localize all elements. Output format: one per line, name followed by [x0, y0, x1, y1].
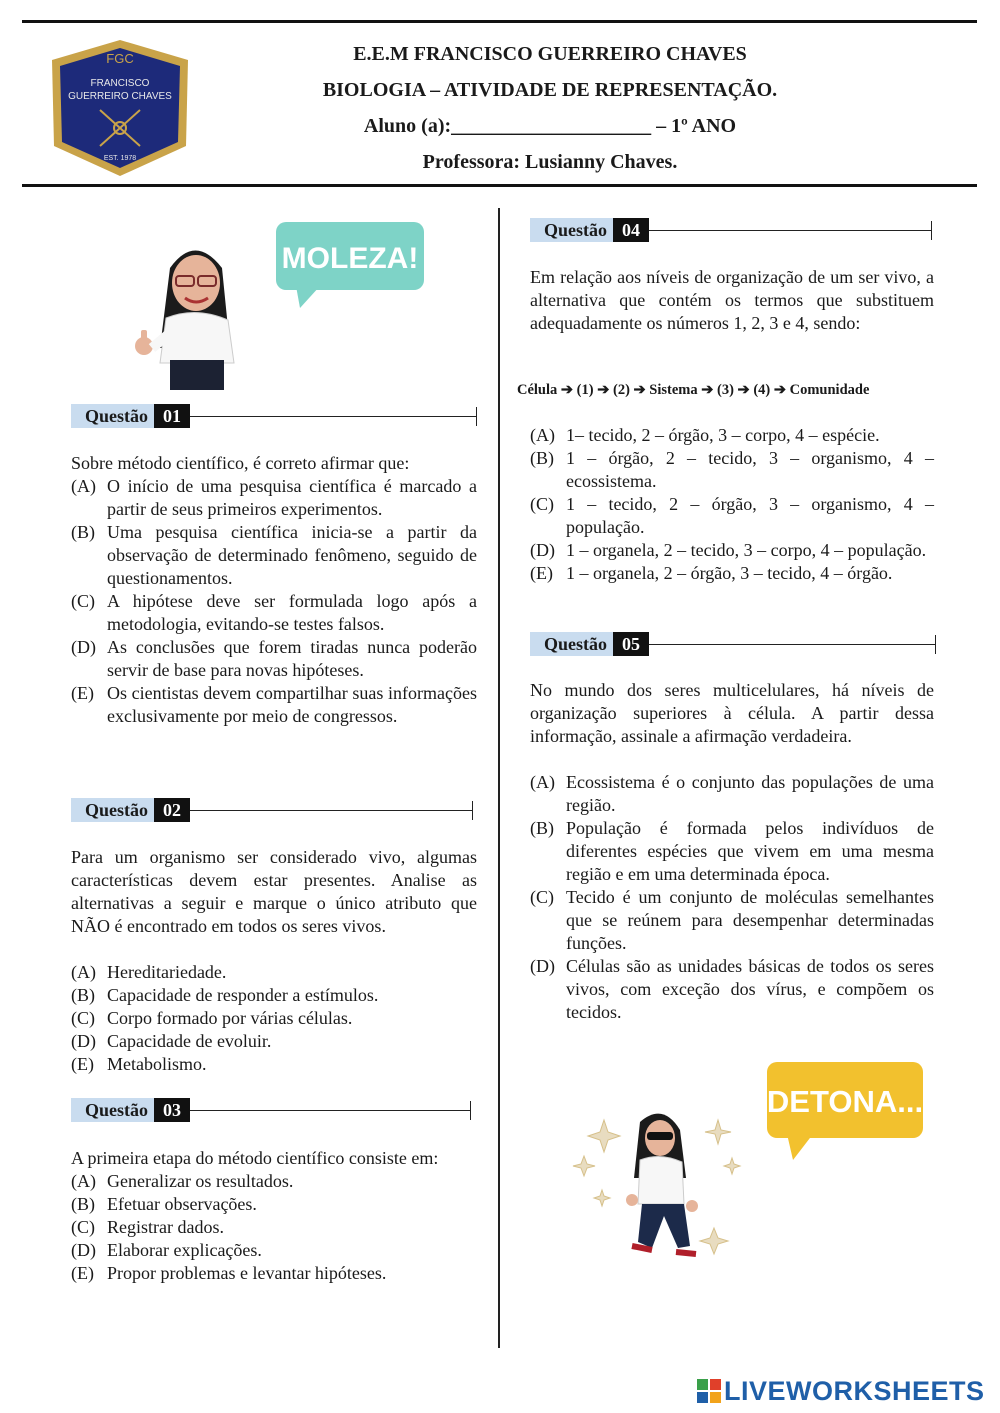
option-key: (D) — [71, 1240, 96, 1260]
option-text: Elaborar explicações. — [107, 1240, 262, 1260]
option-d[interactable] — [530, 955, 934, 1024]
option-e[interactable] — [71, 1262, 486, 1285]
option-key: (C) — [71, 1008, 95, 1028]
option-key: (A) — [71, 1171, 96, 1191]
question-04-options — [530, 424, 934, 585]
question-rule — [190, 416, 477, 417]
option-text: Uma pesquisa científica inicia-se a partir da observação de determinado fenômeno, seguido de questionamentos. — [107, 522, 477, 588]
option-d[interactable] — [71, 1030, 477, 1053]
option-text: O início de uma pesquisa científica é marcado a partir de seus primeiros experimentos. — [107, 476, 477, 519]
question-rule — [190, 1110, 471, 1111]
detona-speech-bubble — [765, 1060, 925, 1164]
subject-title: BIOLOGIA – ATIVIDADE DE REPRESENTAÇÃO. — [322, 79, 778, 101]
option-key: (A) — [71, 962, 96, 982]
option-text: 1– tecido, 2 – órgão, 3 – corpo, 4 – espécie. — [566, 425, 880, 445]
question-02-prompt: Para um organismo ser considerado vivo, algumas características devem estar presentes. Analise as alternativas a seguir e marque o único atributo que NÃO é encontrado em todos os seres vivos. — [71, 847, 477, 936]
option-key: (D) — [71, 637, 96, 657]
option-b[interactable] — [71, 521, 477, 590]
option-a[interactable] — [71, 475, 477, 521]
column-divider — [498, 208, 500, 1348]
option-a[interactable] — [71, 961, 477, 984]
option-a[interactable] — [530, 771, 934, 817]
liveworksheets-logo-icon — [697, 1379, 721, 1403]
question-number: 05 — [613, 632, 649, 656]
option-b[interactable] — [71, 1193, 486, 1216]
option-key: (A) — [530, 425, 555, 445]
option-c[interactable] — [530, 493, 934, 539]
question-rule — [190, 810, 473, 811]
school-name: E.E.M FRANCISCO GUERREIRO CHAVES — [353, 43, 747, 65]
option-text: Metabolismo. — [107, 1054, 207, 1074]
option-text: Os cientistas devem compartilhar suas informações exclusivamente por meio de congressos. — [107, 683, 477, 726]
option-key: (B) — [530, 818, 554, 838]
school-crest-icon — [48, 38, 192, 178]
option-text: A hipótese deve ser formulada logo após a metodologia, evitando-se testes falsos. — [107, 591, 477, 634]
option-key: (C) — [71, 1217, 95, 1237]
option-text: 1 – organela, 2 – órgão, 3 – tecido, 4 – órgão. — [566, 563, 893, 583]
option-key: (B) — [530, 448, 554, 468]
question-number: 03 — [154, 1098, 190, 1122]
crest-name-line1: FRANCISCO — [90, 78, 150, 89]
question-04-prompt: Em relação aos níveis de organização de um ser vivo, a alternativa que contém os termos que substituem adequadamente os números 1, 2, 3 e 4, sendo: — [530, 267, 934, 333]
option-text: 1 – tecido, 2 – órgão, 3 – organismo, 4 – população. — [566, 494, 934, 537]
option-key: (C) — [530, 494, 554, 514]
question-03-prompt: A primeira etapa do método científico consiste em: — [71, 1148, 439, 1168]
option-key: (D) — [530, 956, 555, 976]
option-c[interactable] — [71, 590, 477, 636]
organization-sequence: Célula ➔ (1) ➔ (2) ➔ Sistema ➔ (3) ➔ (4) ➔ Comunidade — [517, 382, 870, 398]
question-05-prompt: No mundo dos seres multicelulares, há níveis de organização superiores à célula. A partir dessa informação, assinale a afirmação verdadeira. — [530, 680, 934, 746]
option-text: Tecido é um conjunto de moléculas semelhantes que se reúnem para desempenhar determinadas funções. — [566, 887, 934, 953]
question-number: 02 — [154, 798, 190, 822]
header-bottom-rule — [22, 184, 977, 187]
option-b[interactable] — [530, 447, 934, 493]
question-label: Questão — [71, 1098, 154, 1122]
question-02-header — [71, 798, 473, 822]
crest-abbr: FGC — [106, 51, 134, 66]
question-01-options — [71, 475, 477, 728]
question-number: 01 — [154, 404, 190, 428]
option-c[interactable] — [530, 886, 934, 955]
option-text: 1 – órgão, 2 – tecido, 3 – organismo, 4 – ecossistema. — [566, 448, 934, 491]
option-text: Generalizar os resultados. — [107, 1171, 294, 1191]
question-rule — [649, 230, 932, 231]
student-name-line: Aluno (a):____________________ – 1º ANO — [363, 115, 737, 137]
option-text: Ecossistema é o conjunto das populações de uma região. — [566, 772, 934, 815]
option-a[interactable] — [530, 424, 934, 447]
question-01-header — [71, 404, 477, 428]
option-key: (C) — [530, 887, 554, 907]
question-label: Questão — [71, 404, 154, 428]
detona-text: DETONA... — [766, 1084, 924, 1119]
question-number: 04 — [613, 218, 649, 242]
option-text: População é formada pelos indivíduos de diferentes espécies que vivem em uma mesma região e em uma determinada época. — [566, 818, 934, 884]
crest-name-line2: GUERREIRO CHAVES — [68, 91, 172, 102]
option-text: Registrar dados. — [107, 1217, 224, 1237]
teacher-name: Professora: Lusianny Chaves. — [422, 151, 678, 173]
question-05-header — [530, 632, 936, 656]
option-key: (E) — [71, 1054, 94, 1074]
option-key: (E) — [530, 563, 553, 583]
option-d[interactable] — [71, 636, 477, 682]
header-top-rule — [22, 20, 977, 23]
option-text: As conclusões que forem tiradas nunca poderão servir de base para novas hipóteses. — [107, 637, 477, 680]
option-b[interactable] — [530, 817, 934, 886]
crest-est: EST. 1978 — [103, 155, 137, 162]
option-key: (A) — [71, 476, 96, 496]
option-d[interactable] — [71, 1239, 486, 1262]
question-05-options — [530, 771, 934, 1024]
option-text: Hereditariedade. — [107, 962, 227, 982]
question-label: Questão — [71, 798, 154, 822]
option-key: (E) — [71, 683, 94, 703]
option-key: (B) — [71, 985, 95, 1005]
question-04-header — [530, 218, 932, 242]
option-key: (B) — [71, 522, 95, 542]
option-text: Capacidade de responder a estímulos. — [107, 985, 379, 1005]
option-c[interactable] — [71, 1216, 486, 1239]
option-text: Células são as unidades básicas de todos os seres vivos, com exceção dos vírus, e compõem os tecidos. — [566, 956, 934, 1022]
option-text: Propor problemas e levantar hipóteses. — [107, 1263, 387, 1283]
header-text — [200, 36, 900, 180]
option-key: (D) — [530, 540, 555, 560]
option-text: 1 – organela, 2 – tecido, 3 – corpo, 4 – população. — [566, 540, 927, 560]
question-label: Questão — [530, 632, 613, 656]
option-text: Corpo formado por várias células. — [107, 1008, 353, 1028]
option-a[interactable] — [71, 1170, 486, 1193]
question-label: Questão — [530, 218, 613, 242]
option-key: (A) — [530, 772, 555, 792]
option-d[interactable] — [530, 539, 934, 562]
moleza-text: MOLEZA! — [281, 242, 419, 275]
option-key: (C) — [71, 591, 95, 611]
option-key: (E) — [71, 1263, 94, 1283]
option-e[interactable] — [71, 1053, 477, 1076]
option-c[interactable] — [71, 1007, 477, 1030]
option-key: (D) — [71, 1031, 96, 1051]
teacher-avatar-walking-icon — [568, 1108, 748, 1268]
question-rule — [649, 644, 936, 645]
teacher-avatar-thumbsup-icon — [130, 238, 260, 390]
option-text: Efetuar observações. — [107, 1194, 257, 1214]
question-03-header — [71, 1098, 471, 1122]
liveworksheets-brand[interactable]: LIVEWORKSHEETS — [724, 1376, 985, 1406]
question-01-prompt: Sobre método científico, é correto afirmar que: — [71, 453, 410, 473]
option-key: (B) — [71, 1194, 95, 1214]
option-b[interactable] — [71, 984, 477, 1007]
option-e[interactable] — [71, 682, 477, 728]
option-text: Capacidade de evoluir. — [107, 1031, 272, 1051]
question-02-options — [71, 961, 477, 1076]
moleza-speech-bubble — [274, 220, 426, 310]
question-03-options — [71, 1170, 486, 1285]
option-e[interactable] — [530, 562, 934, 585]
